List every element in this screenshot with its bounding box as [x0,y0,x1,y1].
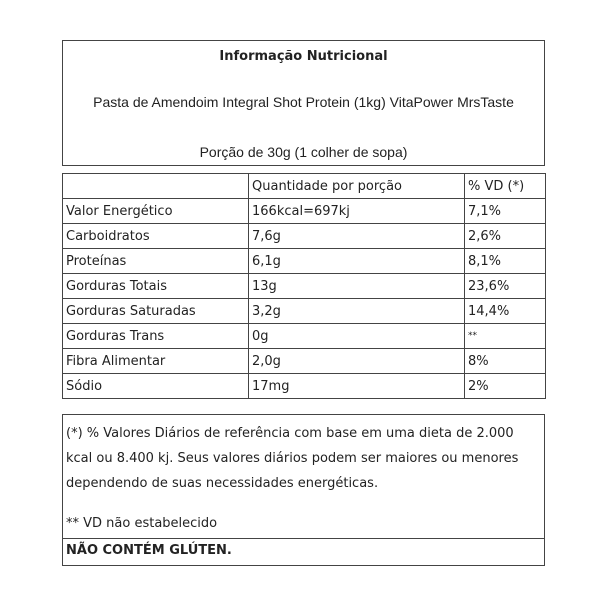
table-header-row [63,174,546,199]
gluten-warning: NÃO CONTÉM GLÚTEN. [63,538,544,566]
nutrient-name: Gorduras Trans [63,324,249,349]
column-header-vd: % VD (*) [465,174,546,199]
table-row [63,199,546,224]
table-row [63,274,546,299]
table-row [63,374,546,399]
vd-not-established-note: ** VD não estabelecido [66,516,218,531]
daily-values-note: (*) % Valores Diários de referência com base em uma dieta de 2.000 kcal ou 8.400 kj. Seus valores diários podem ser maiores ou menores dependendo de suas necessidades energéticas. [66,426,519,491]
nutrient-vd: 8% [465,349,546,374]
nutrient-quantity: 6,1g [249,249,465,274]
nutrient-vd: 7,1% [465,199,546,224]
product-name: Pasta de Amendoim Integral Shot Protein (1kg) VitaPower MrsTaste [93,94,514,110]
nutrient-name: Gorduras Totais [63,274,249,299]
nutrient-quantity: 17mg [249,374,465,399]
nutrient-quantity: 0g [249,324,465,349]
nutrient-vd: 2,6% [465,224,546,249]
nutrient-name: Sódio [63,374,249,399]
nutrient-name: Carboidratos [63,224,249,249]
nutrient-name: Gorduras Saturadas [63,299,249,324]
nutrient-quantity: 3,2g [249,299,465,324]
nutrient-vd: 2% [465,374,546,399]
table-row [63,224,546,249]
nutrition-table [62,173,546,399]
nutrient-vd: 14,4% [465,299,546,324]
nutrient-quantity: 2,0g [249,349,465,374]
nutrient-vd: 8,1% [465,249,546,274]
table-row [63,349,546,374]
nutrient-name: Valor Energético [63,199,249,224]
nutrient-name: Proteínas [63,249,249,274]
column-header-nutrient [63,174,249,199]
portion-size: Porção de 30g (1 colher de sopa) [199,144,408,160]
nutrient-quantity: 13g [249,274,465,299]
column-header-quantity: Quantidade por porção [249,174,465,199]
table-row [63,324,546,349]
label-title: Informação Nutricional [219,49,388,64]
nutrient-quantity: 166kcal=697kj [249,199,465,224]
nutrient-vd: 23,6% [465,274,546,299]
nutrient-vd: ** [465,324,546,349]
table-row [63,299,546,324]
nutrient-quantity: 7,6g [249,224,465,249]
nutrient-name: Fibra Alimentar [63,349,249,374]
label-header [62,40,545,166]
label-footer [62,414,545,566]
table-row [63,249,546,274]
